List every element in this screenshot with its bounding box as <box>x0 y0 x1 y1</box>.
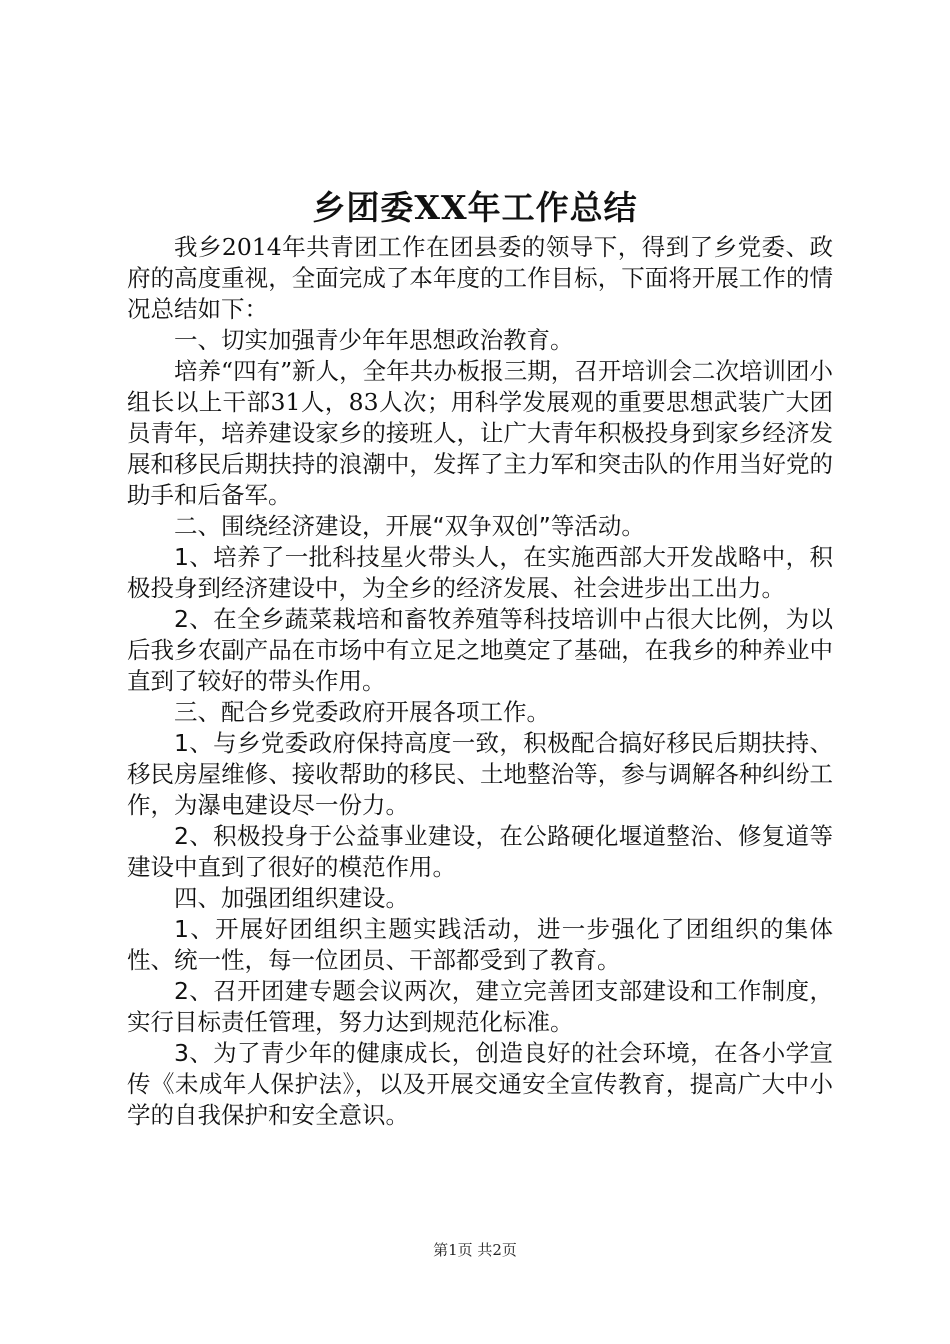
paragraph-item-3-1: 1、与乡党委政府保持高度一致，积极配合搞好移民后期扶持、移民房屋维修、接收帮助的移民、土地整治等，参与调解各种纠纷工作，为瀑电建设尽一份力。 <box>127 729 833 819</box>
document-title: 乡团委XX年工作总结 <box>312 188 638 227</box>
section-heading-4: 四、加强团组织建设。 <box>174 884 409 912</box>
document-body <box>127 232 833 1131</box>
paragraph-item-2-1: 1、培养了一批科技星火带头人，在实施西部大开发战略中，积极投身到经济建设中，为全乡的经济发展、社会进步出工出力。 <box>127 543 833 602</box>
paragraph-item-4-3: 3、为了青少年的健康成长，创造良好的社会环境，在各小学宣传《未成年人保护法》，以及开展交通安全宣传教育，提高广大中小学的自我保护和安全意识。 <box>127 1039 833 1129</box>
section-heading-3: 三、配合乡党委政府开展各项工作。 <box>174 698 550 726</box>
paragraph-item-2-2: 2、在全乡蔬菜栽培和畜牧养殖等科技培训中占很大比例，为以后我乡农副产品在市场中有立足之地奠定了基础，在我乡的种养业中直到了较好的带头作用。 <box>127 605 833 695</box>
paragraph-section-1: 培养“四有”新人，全年共办板报三期，召开培训会二次培训团小组长以上干部31人，83人次；用科学发展观的重要思想武装广大团员青年，培养建设家乡的接班人，让广大青年积极投身到家乡经济发展和移民后期扶持的浪潮中，发挥了主力军和突击队的作用当好党的助手和后备军。 <box>127 357 833 509</box>
paragraph-intro: 我乡2014年共青团工作在团县委的领导下，得到了乡党委、政府的高度重视，全面完成了本年度的工作目标，下面将开展工作的情况总结如下： <box>127 233 833 323</box>
paragraph-item-4-2: 2、召开团建专题会议两次，建立完善团支部建设和工作制度，实行目标责任管理，努力达到规范化标准。 <box>127 977 833 1036</box>
paragraph-item-4-1: 1、开展好团组织主题实践活动，进一步强化了团组织的集体性、统一性，每一位团员、干部都受到了教育。 <box>127 915 833 974</box>
section-heading-1: 一、切实加强青少年年思想政治教育。 <box>174 326 574 354</box>
section-heading-2: 二、围绕经济建设，开展“双争双创”等活动。 <box>174 512 645 540</box>
page-number-footer: 第1页 共2页 <box>433 1241 517 1259</box>
paragraph-item-3-2: 2、积极投身于公益事业建设，在公路硬化堰道整治、修复道等建设中直到了很好的模范作用。 <box>127 822 833 881</box>
